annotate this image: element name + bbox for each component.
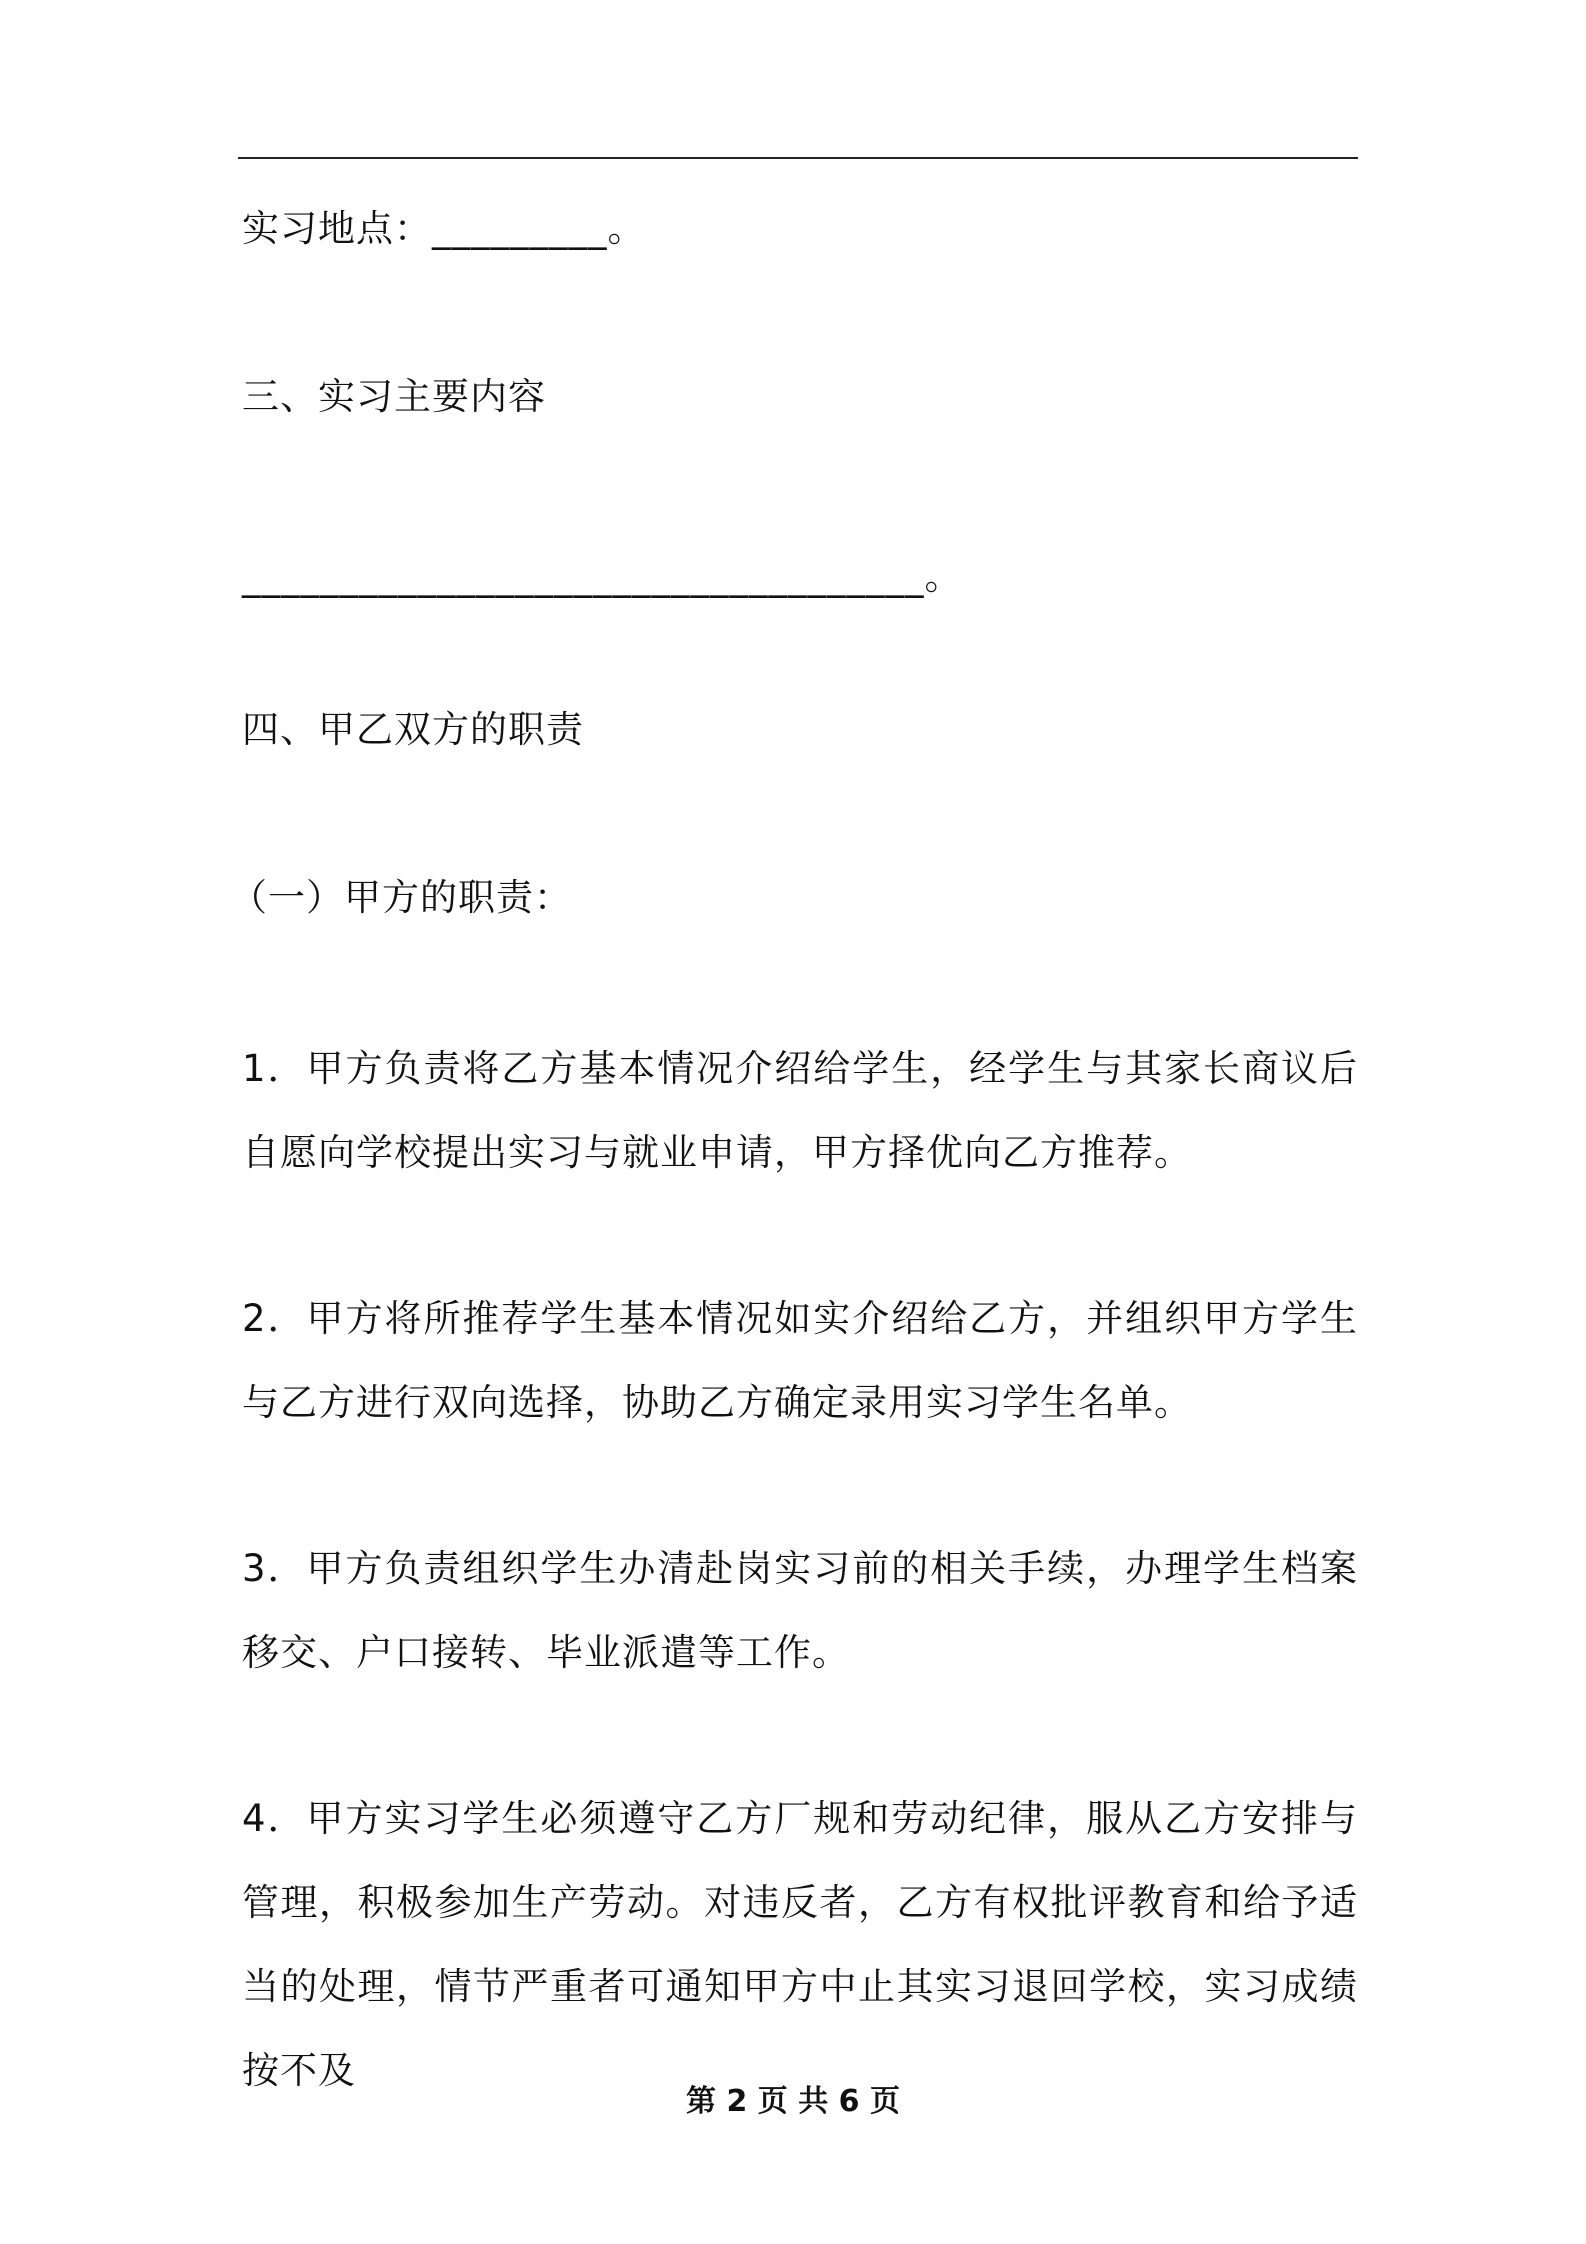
list-item-2: 2．甲方将所推荐学生基本情况如实介绍给乙方，并组织甲方学生与乙方进行双向选择，协助乙方确定录用实习学生名单。 — [242, 1297, 1358, 1424]
list-item-3: 3．甲方负责组织学生办清赴岗实习前的相关手续，办理学生档案移交、户口接转、毕业派遣等工作。 — [242, 1547, 1358, 1674]
section-3-blank: ___________________________________。 — [242, 555, 963, 598]
page-number-footer: 第 2 页 共 6 页 — [686, 2084, 900, 2119]
section-4-heading: 四、甲乙双方的职责 — [242, 708, 584, 751]
subsection-1-heading: （一）甲方的职责： — [230, 876, 572, 919]
header-rule — [238, 157, 1358, 159]
list-item-1: 1．甲方负责将乙方基本情况介绍给学生，经学生与其家长商议后自愿向学校提出实习与就业申请，甲方择优向乙方推荐。 — [242, 1047, 1358, 1174]
section-3-heading: 三、实习主要内容 — [242, 375, 546, 418]
list-item-4: 4．甲方实习学生必须遵守乙方厂规和劳动纪律，服从乙方安排与管理，积极参加生产劳动。对违反者，乙方有权批评教育和给予适当的处理，情节严重者可通知甲方中止其实习退回学校，实习成绩按不及 — [242, 1797, 1358, 2092]
location-line: 实习地点：_________。 — [242, 207, 646, 250]
